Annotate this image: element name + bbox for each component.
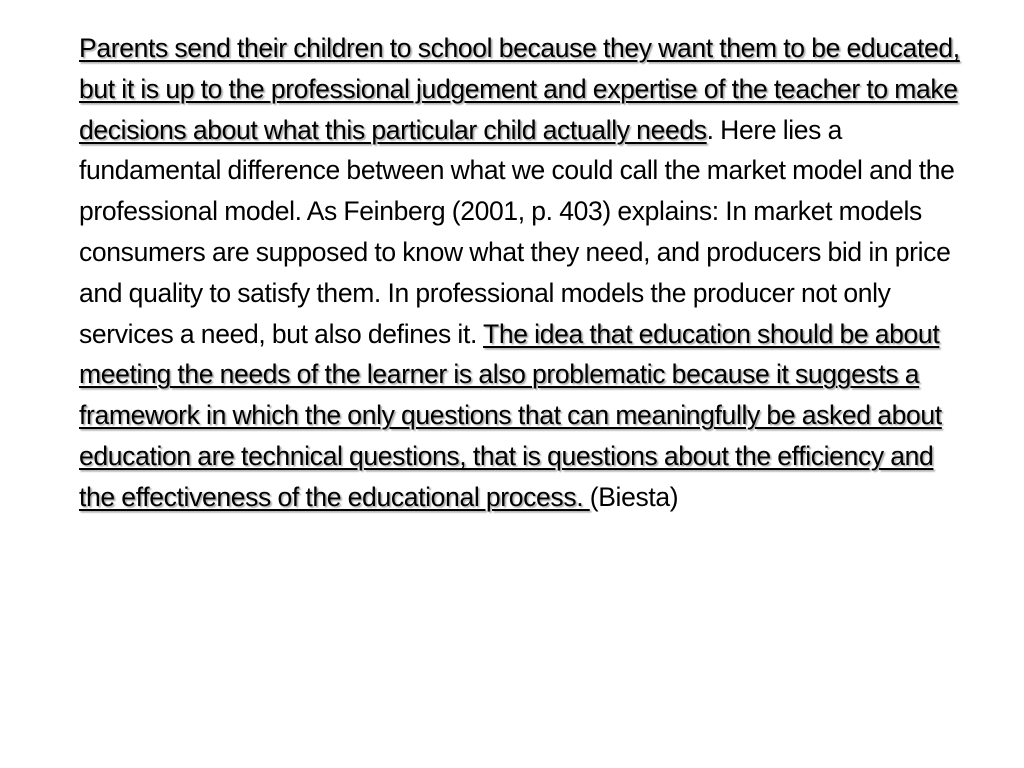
underlined-passage-needs-of-learner: The idea that education should be about meeting the needs of the learner is also problematic because it suggests a framework in which the only questions that can meaningfully be asked about education are technical questions, that is questions about the efficiency and the effectiveness of the educational process. xyxy=(79,318,942,512)
citation-biesta: (Biesta) xyxy=(589,481,679,512)
market-model-passage: . Here lies a fundamental difference between what we could call the market model and the professional model. As Feinberg (2001, p. 403) explains: In market models consumers are supposed to know what they need, and producers bid in price and quality to satisfy them. In professional models the producer not only services a need, but also defines it. xyxy=(79,114,955,349)
quote-paragraph xyxy=(79,28,969,518)
underlined-passage-parents: Parents send their children to school because they want them to be educated, but it is up to the professional judgement and expertise of the teacher to make decisions about what this particular child actually needs xyxy=(79,33,960,145)
